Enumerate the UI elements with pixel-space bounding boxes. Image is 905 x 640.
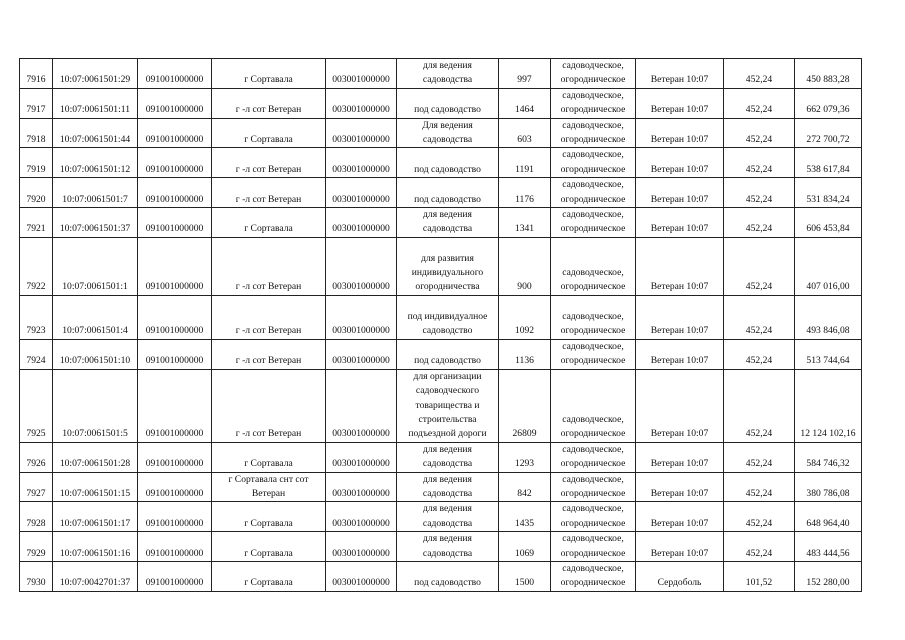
permitted-use-line: для ведения <box>423 473 472 485</box>
row-number-cell: 7925 <box>20 369 53 442</box>
category-code-cell: 003001000000 <box>326 59 397 89</box>
land-category-line: огородническое <box>560 325 626 337</box>
specific-value-cell: 452,24 <box>724 178 795 208</box>
permitted-use-cell <box>397 561 499 591</box>
permitted-use-cell <box>397 472 499 502</box>
location-line: г Сортавала <box>244 74 293 86</box>
permitted-use-line: для организации <box>413 370 482 382</box>
row-number-cell: 7919 <box>20 148 53 178</box>
land-category-line: садоводческое, <box>562 562 624 574</box>
location-line: г Сортавала <box>244 577 293 589</box>
land-category-line: огородническое <box>560 428 626 440</box>
land-category-line: огородническое <box>560 355 626 367</box>
oktmo-code-cell: 091001000000 <box>138 118 212 148</box>
cadastral-number-cell: 10:07:0061501:44 <box>53 118 138 148</box>
specific-value-cell: 452,24 <box>724 237 795 295</box>
location-cell <box>212 442 326 472</box>
location-cell <box>212 148 326 178</box>
location-line: г -л сот Ветеран <box>235 193 302 205</box>
specific-value-cell: 452,24 <box>724 369 795 442</box>
oktmo-code-cell: 091001000000 <box>138 59 212 89</box>
permitted-use-cell <box>397 502 499 532</box>
land-category-line: садоводческое, <box>562 209 624 221</box>
land-category-line: садоводческое, <box>562 179 624 191</box>
location-cell <box>212 118 326 148</box>
land-category-line: садоводческое, <box>562 311 624 323</box>
location-line: г Сортавала <box>244 547 293 559</box>
land-category-line: садоводческое, <box>562 533 624 545</box>
area-cell: 1500 <box>499 561 551 591</box>
specific-value-cell: 452,24 <box>724 88 795 118</box>
land-category-cell <box>551 532 636 562</box>
row-number-cell: 7917 <box>20 88 53 118</box>
location-cell <box>212 237 326 295</box>
land-category-cell <box>551 561 636 591</box>
cadastral-value-cell: 648 964,40 <box>795 502 862 532</box>
row-number-cell: 7929 <box>20 532 53 562</box>
category-code-cell: 003001000000 <box>326 532 397 562</box>
cadastral-value-cell: 531 834,24 <box>795 178 862 208</box>
category-code-cell: 003001000000 <box>326 442 397 472</box>
cadastral-value-cell: 483 444,56 <box>795 532 862 562</box>
location-cell <box>212 339 326 369</box>
cadastral-value-cell: 538 617,84 <box>795 148 862 178</box>
land-category-line: огородническое <box>560 458 626 470</box>
cadastral-number-cell: 10:07:0061501:10 <box>53 339 138 369</box>
permitted-use-cell <box>397 237 499 295</box>
permitted-use-line: для ведения <box>423 443 472 455</box>
permitted-use-line: для ведения <box>423 60 472 71</box>
table-row <box>20 561 862 591</box>
cadastral-value-cell: 450 883,28 <box>795 59 862 89</box>
area-cell: 997 <box>499 59 551 89</box>
permitted-use-line: садоводства <box>422 547 473 559</box>
oktmo-code-cell: 091001000000 <box>138 339 212 369</box>
land-category-line: огородническое <box>560 104 626 116</box>
land-category-line: садоводческое, <box>562 119 624 131</box>
land-category-line: огородническое <box>560 193 626 205</box>
category-code-cell: 003001000000 <box>326 148 397 178</box>
land-category-line: садоводческое, <box>562 503 624 515</box>
area-cell: 842 <box>499 472 551 502</box>
area-cell: 1136 <box>499 339 551 369</box>
cadastral-zone-cell: Ветеран 10:07 <box>636 502 724 532</box>
category-code-cell: 003001000000 <box>326 118 397 148</box>
table-row <box>20 59 862 89</box>
table-row <box>20 295 862 339</box>
category-code-cell: 003001000000 <box>326 472 397 502</box>
oktmo-code-cell: 091001000000 <box>138 208 212 238</box>
area-cell: 1293 <box>499 442 551 472</box>
permitted-use-cell <box>397 59 499 89</box>
land-parcels-table <box>19 58 862 592</box>
location-cell <box>212 208 326 238</box>
row-number-cell: 7923 <box>20 295 53 339</box>
table-body <box>20 59 862 592</box>
land-category-line: садоводческое, <box>562 413 624 425</box>
location-cell <box>212 472 326 502</box>
oktmo-code-cell: 091001000000 <box>138 237 212 295</box>
cadastral-zone-cell: Ветеран 10:07 <box>636 442 724 472</box>
permitted-use-line: для ведения <box>423 209 472 221</box>
oktmo-code-cell: 091001000000 <box>138 561 212 591</box>
cadastral-zone-cell: Ветеран 10:07 <box>636 295 724 339</box>
location-line: г -л сот Ветеран <box>235 104 302 116</box>
location-line: г Сортавала <box>244 458 293 470</box>
permitted-use-line: для ведения <box>423 503 472 515</box>
oktmo-code-cell: 091001000000 <box>138 88 212 118</box>
land-category-line: огородническое <box>560 577 626 589</box>
oktmo-code-cell: 091001000000 <box>138 502 212 532</box>
oktmo-code-cell: 091001000000 <box>138 442 212 472</box>
table-row <box>20 502 862 532</box>
location-cell <box>212 369 326 442</box>
permitted-use-line: садоводства <box>422 458 473 470</box>
cadastral-zone-cell: Ветеран 10:07 <box>636 237 724 295</box>
permitted-use-cell <box>397 339 499 369</box>
cadastral-number-cell: 10:07:0061501:5 <box>53 369 138 442</box>
location-cell <box>212 532 326 562</box>
location-cell <box>212 295 326 339</box>
permitted-use-line: садоводческого <box>415 385 480 397</box>
row-number-cell: 7924 <box>20 339 53 369</box>
cadastral-number-cell: 10:07:0061501:15 <box>53 472 138 502</box>
area-cell: 603 <box>499 118 551 148</box>
row-number-cell: 7918 <box>20 118 53 148</box>
cadastral-value-cell: 606 453,84 <box>795 208 862 238</box>
row-number-cell: 7921 <box>20 208 53 238</box>
land-category-cell <box>551 148 636 178</box>
cadastral-zone-cell: Ветеран 10:07 <box>636 532 724 562</box>
location-cell <box>212 502 326 532</box>
area-cell: 1092 <box>499 295 551 339</box>
land-category-cell <box>551 442 636 472</box>
specific-value-cell: 452,24 <box>724 208 795 238</box>
category-code-cell: 003001000000 <box>326 561 397 591</box>
area-cell: 26809 <box>499 369 551 442</box>
permitted-use-cell <box>397 118 499 148</box>
permitted-use-line: для ведения <box>423 533 472 545</box>
location-cell <box>212 178 326 208</box>
land-category-cell <box>551 118 636 148</box>
location-line: Ветеран <box>251 487 286 499</box>
category-code-cell: 003001000000 <box>326 178 397 208</box>
cadastral-number-cell: 10:07:0061501:17 <box>53 502 138 532</box>
cadastral-number-cell: 10:07:0061501:7 <box>53 178 138 208</box>
cadastral-value-cell: 272 700,72 <box>795 118 862 148</box>
row-number-cell: 7926 <box>20 442 53 472</box>
land-category-cell <box>551 208 636 238</box>
land-category-cell <box>551 178 636 208</box>
location-line: г -л сот Ветеран <box>235 163 302 175</box>
cadastral-number-cell: 10:07:0061501:16 <box>53 532 138 562</box>
permitted-use-cell <box>397 148 499 178</box>
cadastral-value-cell: 407 016,00 <box>795 237 862 295</box>
cadastral-number-cell: 10:07:0061501:29 <box>53 59 138 89</box>
cadastral-zone-cell: Ветеран 10:07 <box>636 178 724 208</box>
table-row <box>20 178 862 208</box>
land-category-line: огородническое <box>560 223 626 235</box>
location-line: г Сортавала <box>244 517 293 529</box>
land-category-line: огородническое <box>560 281 626 293</box>
category-code-cell: 003001000000 <box>326 88 397 118</box>
permitted-use-line: под садоводство <box>414 577 481 589</box>
oktmo-code-cell: 091001000000 <box>138 369 212 442</box>
cadastral-value-cell: 513 744,64 <box>795 339 862 369</box>
table-row <box>20 118 862 148</box>
permitted-use-line: товарищества и <box>415 399 480 411</box>
oktmo-code-cell: 091001000000 <box>138 178 212 208</box>
cadastral-zone-cell: Ветеран 10:07 <box>636 339 724 369</box>
cadastral-number-cell: 10:07:0061501:11 <box>53 88 138 118</box>
area-cell: 900 <box>499 237 551 295</box>
location-line: г Сортавала <box>244 134 293 146</box>
permitted-use-line: садоводства <box>422 74 473 86</box>
land-category-cell <box>551 369 636 442</box>
permitted-use-cell <box>397 369 499 442</box>
specific-value-cell: 452,24 <box>724 472 795 502</box>
cadastral-number-cell: 10:07:0061501:1 <box>53 237 138 295</box>
specific-value-cell: 452,24 <box>724 532 795 562</box>
category-code-cell: 003001000000 <box>326 502 397 532</box>
land-category-cell <box>551 237 636 295</box>
land-category-line: огородническое <box>560 487 626 499</box>
cadastral-number-cell: 10:07:0061501:12 <box>53 148 138 178</box>
table-row <box>20 472 862 502</box>
row-number-cell: 7920 <box>20 178 53 208</box>
cadastral-value-cell: 493 846,08 <box>795 295 862 339</box>
area-cell: 1464 <box>499 88 551 118</box>
land-category-cell <box>551 502 636 532</box>
location-line: г -л сот Ветеран <box>235 325 302 337</box>
cadastral-zone-cell: Ветеран 10:07 <box>636 59 724 89</box>
permitted-use-line: садоводства <box>422 134 473 146</box>
table-row <box>20 208 862 238</box>
oktmo-code-cell: 091001000000 <box>138 532 212 562</box>
specific-value-cell: 452,24 <box>724 502 795 532</box>
area-cell: 1069 <box>499 532 551 562</box>
category-code-cell: 003001000000 <box>326 369 397 442</box>
row-number-cell: 7922 <box>20 237 53 295</box>
permitted-use-line: под садоводство <box>414 104 481 116</box>
permitted-use-line: Для ведения <box>422 119 473 131</box>
land-category-cell <box>551 59 636 89</box>
land-category-cell <box>551 88 636 118</box>
specific-value-cell: 452,24 <box>724 148 795 178</box>
permitted-use-line: под садоводство <box>414 355 481 367</box>
cadastral-value-cell: 662 079,36 <box>795 88 862 118</box>
cadastral-value-cell: 584 746,32 <box>795 442 862 472</box>
cadastral-value-cell: 12 124 102,16 <box>795 369 862 442</box>
location-cell <box>212 88 326 118</box>
cadastral-zone-cell: Сердоболь <box>636 561 724 591</box>
category-code-cell: 003001000000 <box>326 208 397 238</box>
category-code-cell: 003001000000 <box>326 339 397 369</box>
specific-value-cell: 452,24 <box>724 59 795 89</box>
location-cell <box>212 561 326 591</box>
permitted-use-line: под садоводство <box>414 193 481 205</box>
specific-value-cell: 452,24 <box>724 442 795 472</box>
land-category-line: садоводческое, <box>562 267 624 279</box>
row-number-cell: 7930 <box>20 561 53 591</box>
permitted-use-line: строительства <box>418 413 477 425</box>
land-category-line: садоводческое, <box>562 89 624 101</box>
cadastral-number-cell: 10:07:0042701:37 <box>53 561 138 591</box>
cadastral-value-cell: 152 280,00 <box>795 561 862 591</box>
table-row <box>20 339 862 369</box>
land-category-line: огородническое <box>560 163 626 175</box>
cadastral-number-cell: 10:07:0061501:37 <box>53 208 138 238</box>
land-category-line: огородническое <box>560 74 626 86</box>
permitted-use-line: садоводство <box>422 325 473 337</box>
location-cell <box>212 59 326 89</box>
land-category-line: садоводческое, <box>562 60 624 71</box>
specific-value-cell: 452,24 <box>724 339 795 369</box>
cadastral-zone-cell: Ветеран 10:07 <box>636 472 724 502</box>
category-code-cell: 003001000000 <box>326 295 397 339</box>
cadastral-number-cell: 10:07:0061501:28 <box>53 442 138 472</box>
land-category-cell <box>551 295 636 339</box>
permitted-use-line: индивидуального <box>411 267 484 279</box>
permitted-use-cell <box>397 295 499 339</box>
location-line: г -л сот Ветеран <box>235 281 302 293</box>
table-row <box>20 237 862 295</box>
permitted-use-cell <box>397 178 499 208</box>
table-row <box>20 442 862 472</box>
table-row <box>20 88 862 118</box>
table-row <box>20 532 862 562</box>
row-number-cell: 7928 <box>20 502 53 532</box>
permitted-use-line: подъездной дороги <box>408 428 487 440</box>
land-category-line: садоводческое, <box>562 340 624 352</box>
location-line: г -л сот Ветеран <box>235 355 302 367</box>
cadastral-zone-cell: Ветеран 10:07 <box>636 148 724 178</box>
location-line: г Сортавала снт сот <box>228 473 309 485</box>
land-category-line: огородническое <box>560 517 626 529</box>
permitted-use-line: садоводства <box>422 517 473 529</box>
oktmo-code-cell: 091001000000 <box>138 472 212 502</box>
land-category-cell <box>551 339 636 369</box>
cadastral-number-cell: 10:07:0061501:4 <box>53 295 138 339</box>
land-category-cell <box>551 472 636 502</box>
cadastral-zone-cell: Ветеран 10:07 <box>636 118 724 148</box>
permitted-use-line: под садоводство <box>414 163 481 175</box>
permitted-use-line: для развития <box>421 252 474 264</box>
permitted-use-cell <box>397 532 499 562</box>
permitted-use-line: огородничества <box>415 281 480 293</box>
specific-value-cell: 101,52 <box>724 561 795 591</box>
land-category-line: садоводческое, <box>562 149 624 161</box>
category-code-cell: 003001000000 <box>326 237 397 295</box>
cadastral-zone-cell: Ветеран 10:07 <box>636 88 724 118</box>
land-category-line: огородническое <box>560 547 626 559</box>
land-category-line: огородническое <box>560 134 626 146</box>
table-row <box>20 148 862 178</box>
location-line: г -л сот Ветеран <box>235 428 302 440</box>
row-number-cell: 7927 <box>20 472 53 502</box>
permitted-use-line: садоводства <box>422 487 473 499</box>
permitted-use-cell <box>397 442 499 472</box>
specific-value-cell: 452,24 <box>724 295 795 339</box>
area-cell: 1435 <box>499 502 551 532</box>
oktmo-code-cell: 091001000000 <box>138 295 212 339</box>
specific-value-cell: 452,24 <box>724 118 795 148</box>
land-category-line: садоводческое, <box>562 473 624 485</box>
area-cell: 1176 <box>499 178 551 208</box>
location-line: г Сортавала <box>244 223 293 235</box>
land-category-line: садоводческое, <box>562 443 624 455</box>
oktmo-code-cell: 091001000000 <box>138 148 212 178</box>
permitted-use-line: под индивидуалное <box>407 311 488 323</box>
permitted-use-cell <box>397 208 499 238</box>
permitted-use-line: садоводства <box>422 223 473 235</box>
area-cell: 1341 <box>499 208 551 238</box>
cadastral-zone-cell: Ветеран 10:07 <box>636 369 724 442</box>
permitted-use-cell <box>397 88 499 118</box>
cadastral-zone-cell: Ветеран 10:07 <box>636 208 724 238</box>
area-cell: 1191 <box>499 148 551 178</box>
table-row <box>20 369 862 442</box>
cadastral-value-cell: 380 786,08 <box>795 472 862 502</box>
row-number-cell: 7916 <box>20 59 53 89</box>
